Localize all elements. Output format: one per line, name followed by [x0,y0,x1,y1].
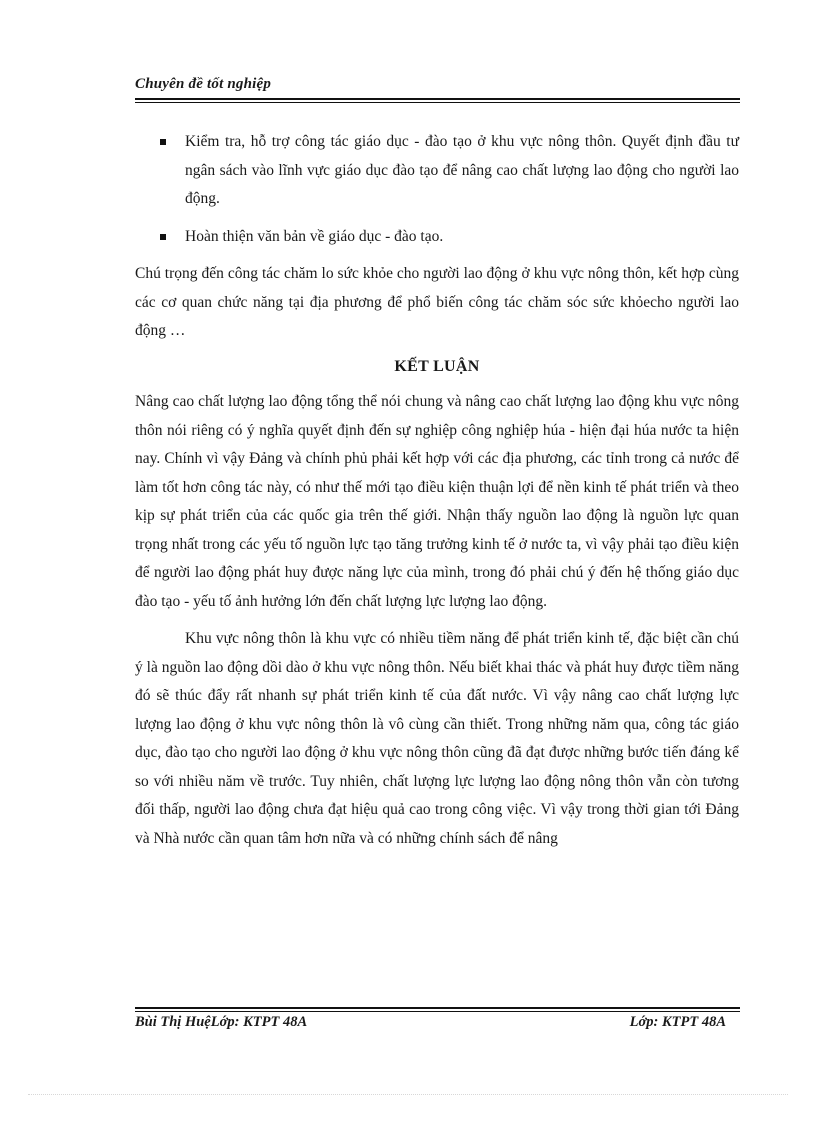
page-body [135,128,739,853]
footer-rule [135,1007,740,1012]
header-title: Chuyên đề tốt nghiệp [135,76,272,92]
bullet-item [135,223,739,252]
square-bullet-icon [160,139,166,145]
rural-paragraph: Khu vực nông thôn là khu vực có nhiều tiềm năng để phát triển kinh tế, đặc biệt cần chú ý là nguồn lao động dồi dào ở khu vực nông thôn. Nếu biết khai thác và phát huy được tiềm năng đó sẽ thúc đẩy rất nhanh sự phát triển kinh tế của đất nước. Vì vậy nâng cao chất lượng lực lượng lao động ở khu vực nông thôn là vô cùng cần thiết. Trong những năm qua, công tác giáo dục, đào tạo cho người lao động ở khu vực nông thôn cũng đã đạt được những bước tiến đáng kể so với nhiều năm về trước. Tuy nhiên, chất lượng lực lượng lao động nông thôn vẫn còn tương đối thấp, người lao động chưa đạt hiệu quả cao trong công việc. Vì vậy trong thời gian tới Đảng và Nhà nước cần quan tâm hơn nữa và có những chính sách để nâng [135,630,739,847]
conclusion-paragraph: Nâng cao chất lượng lao động tổng thể nói chung và nâng cao chất lượng lao động khu vực nông thôn nói riêng có ý nghĩa quyết định đến sự nghiệp công nghiệp húa - hiện đại húa nước ta hiện nay. Chính vì vậy Đảng và chính phủ phải kết hợp với các địa phương, các tỉnh trong cả nước để làm tốt hơn công tác này, có như thế mới tạo điều kiện thuận lợi để nền kinh tế phát triển và theo kịp sự phát triển của các quốc gia trên thế giới. Nhận thấy nguồn lao động là nguồn lực quan trọng nhất trong các yếu tố nguồn lực tạo tăng trưởng kinh tế ở nước ta, vì vậy phải tạo điều kiện để người lao động phát huy được năng lực của mình, trong đó phải chú ý đến hệ thống giáo dục đào tạo - yếu tố ảnh hưởng lớn đến chất lượng lực lượng lao động. [135,393,739,610]
section-heading: KẾT LUẬN [394,357,480,375]
bullet-item [135,128,739,214]
header-rule [135,98,740,103]
page-edge-divider [28,1094,788,1095]
footer-author: Bùi Thị HuệLớp: KTPT 48A [135,1014,308,1030]
footer-class: Lớp: KTPT 48A [629,1014,726,1030]
bullet-text: Kiểm tra, hỗ trợ công tác giáo dục - đào tạo ở khu vực nông thôn. Quyết định đầu tư ngân sách vào lĩnh vực giáo dục đào tạo để nâng cao chất lượng lao động cho người lao động. [185,133,739,207]
bullet-text: Hoàn thiện văn bản về giáo dục - đào tạo. [185,227,444,245]
square-bullet-icon [160,234,166,240]
bullet-list [135,128,739,251]
intro-paragraph: Chú trọng đến công tác chăm lo sức khỏe cho người lao động ở khu vực nông thôn, kết hợp cùng các cơ quan chức năng tại địa phương để phổ biến công tác chăm sóc sức khỏecho người lao động … [135,265,739,339]
